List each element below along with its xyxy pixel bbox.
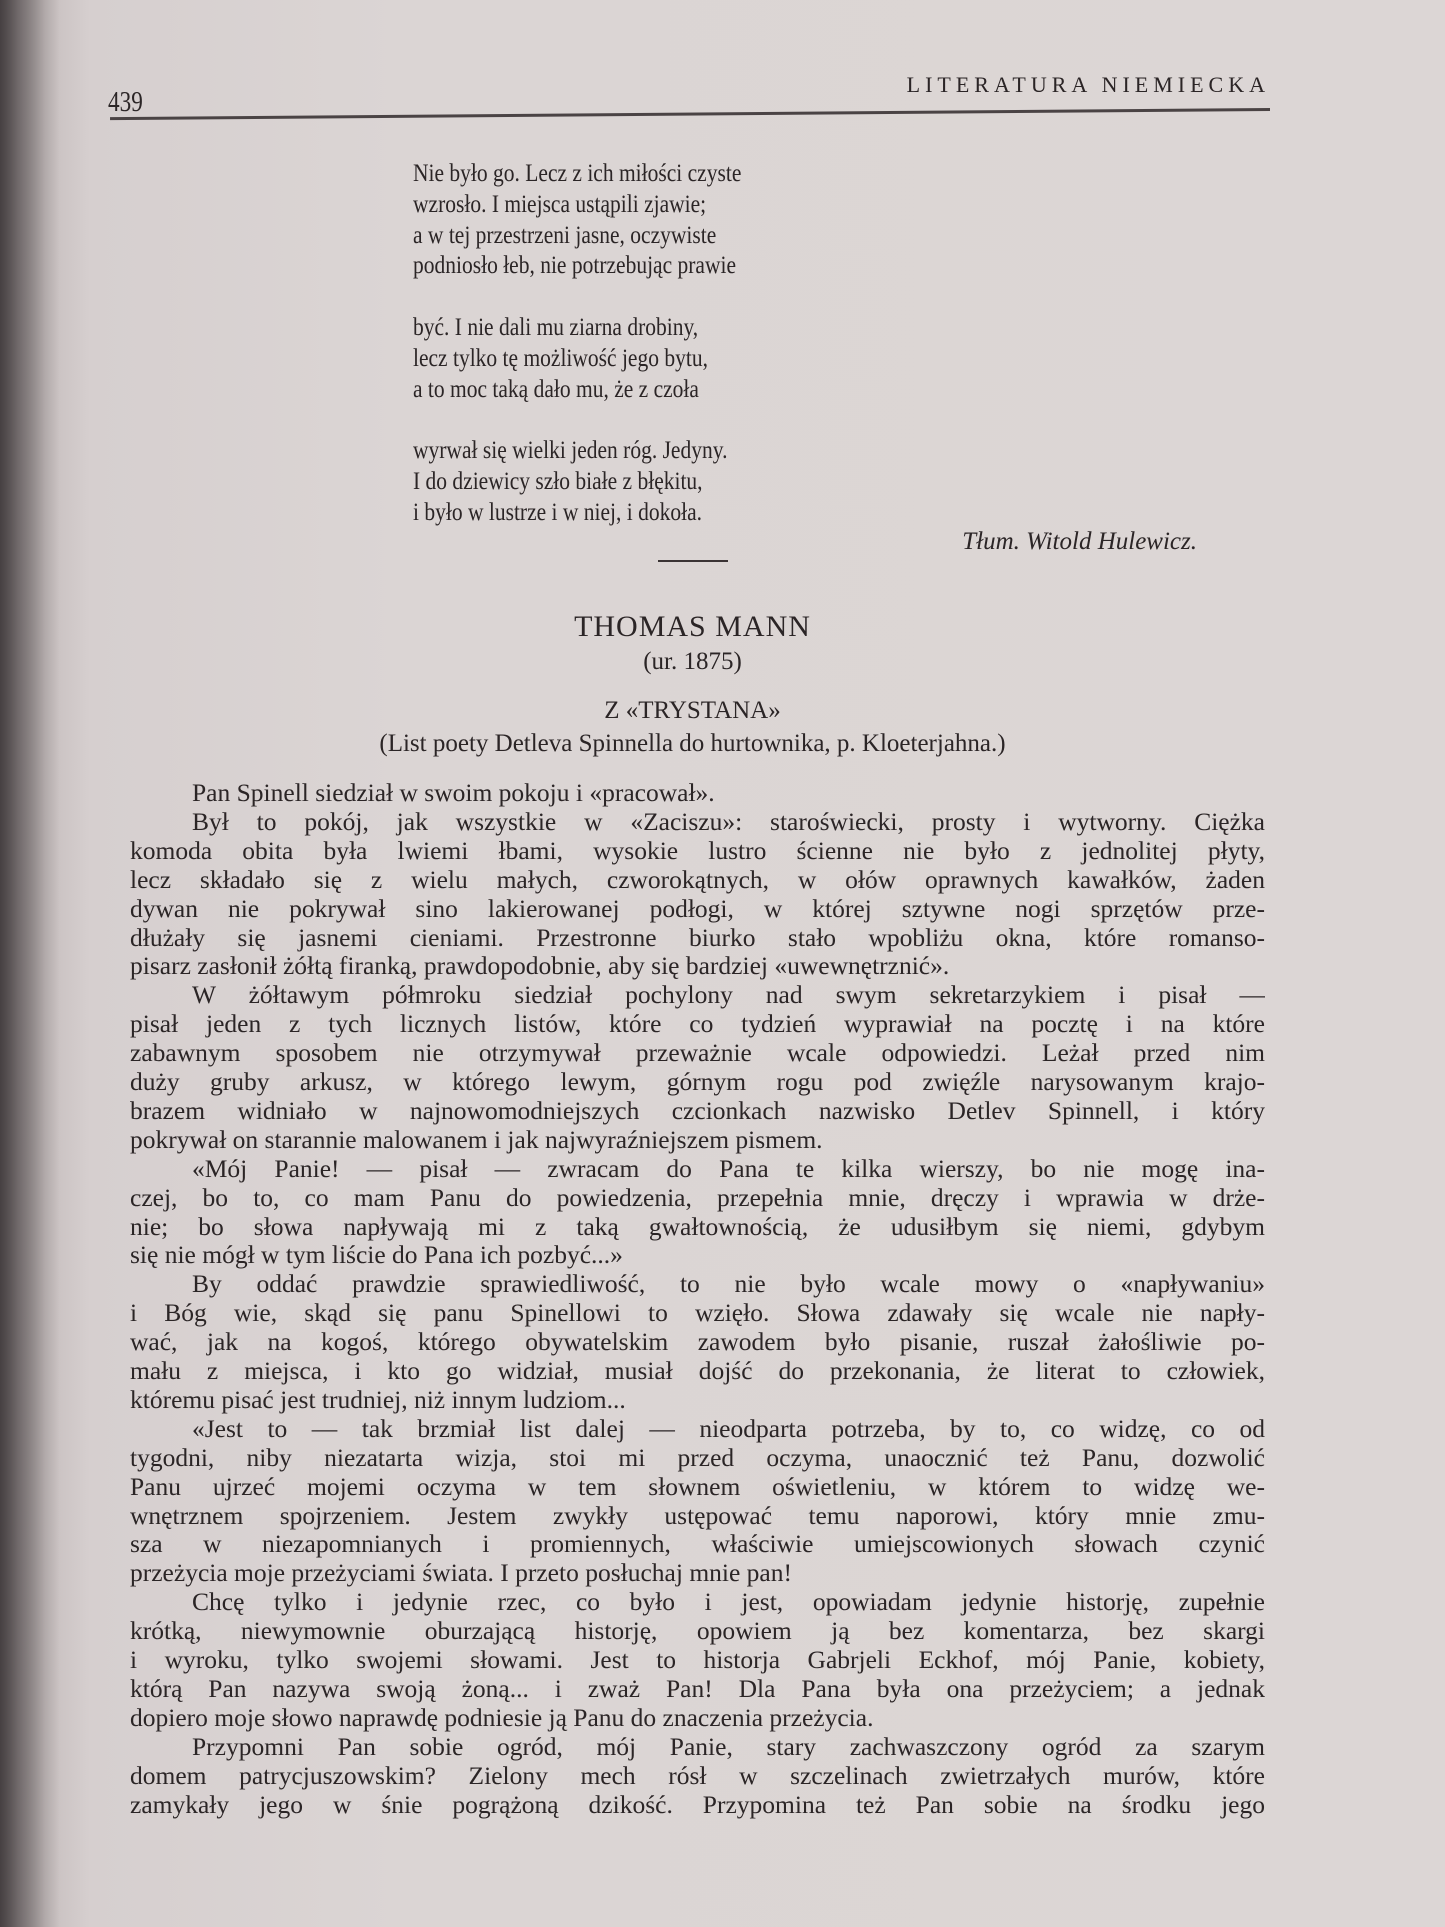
prose-line: tygodni, niby niezatarta wizja, stoi mi przed oczyma, unaocznić też Panu, dozwolić bbox=[130, 1442, 1265, 1472]
prose-line: komoda obita była lwiemi łbami, wysokie lustro ścienne nie było z jednolitej płyty, bbox=[130, 835, 1265, 865]
prose-line: Był to pokój, jak wszystkie w «Zaciszu»: staroświecki, prosty i wytworny. Ciężka bbox=[192, 806, 1265, 836]
header-rule bbox=[110, 108, 1270, 120]
prose-line: zabawnym sposobem nie otrzymywał przeważnie wcale odpowiedzi. Leżał przed nim bbox=[130, 1038, 1265, 1068]
prose-line: domem patrycjuszowskim? Zielony mech rósł w szczelinach zwietrzałych murów, które bbox=[130, 1760, 1265, 1790]
poem-line: i było w lustrze i w niej, i dokoła. bbox=[413, 499, 703, 526]
poem-line: wyrwał się wielki jeden róg. Jedyny. bbox=[413, 437, 728, 464]
work-subtitle: (List poety Detleva Spinnella do hurtownika, p. Kloeterjahna.) bbox=[379, 730, 1006, 757]
prose-line: lecz składało się z wielu małych, czworokątnych, w ołów oprawnych kawałków, żaden bbox=[130, 864, 1265, 894]
prose-line: pisał jeden z tych licznych listów, które co tydzień wyprawiał na pocztę i na które bbox=[130, 1009, 1265, 1039]
prose-line: któremu pisać jest trudniej, niż innym ludziom... bbox=[130, 1384, 626, 1414]
poem-line: Nie było go. Lecz z ich miłości czyste bbox=[413, 160, 742, 187]
prose-line: dywan nie pokrywał sino lakierowanej podłogi, w której sztywne nogi sprzętów prze- bbox=[130, 893, 1265, 923]
prose-line: By oddać prawdzie sprawiedliwość, to nie było wcale mowy o «napływaniu» bbox=[192, 1269, 1265, 1299]
page-number: 439 bbox=[108, 86, 143, 118]
prose-line: przeżycia moje przeżyciami świata. I przeto posłuchaj mnie pan! bbox=[130, 1558, 792, 1588]
section-separator bbox=[658, 560, 728, 562]
translator-credit: Tłum. Witold Hulewicz. bbox=[962, 528, 1197, 555]
poem-line: wzrosło. I miejsca ustąpili zjawie; bbox=[413, 191, 707, 218]
prose-line: mału z miejsca, i kto go widział, musiał dojść do przekonania, że literat to człowiek, bbox=[130, 1356, 1265, 1385]
prose-line: którą Pan nazywa swoją żoną... i zważ Pan! Dla Pana była ona przeżyciem; a jednak bbox=[130, 1673, 1265, 1703]
prose-line: wnętrznem spojrzeniem. Jestem zwykły ustępować temu naporowi, który mnie zmu- bbox=[130, 1500, 1265, 1530]
prose-line: «Mój Panie! — pisał — zwracam do Pana te kilka wierszy, bo nie mogę ina- bbox=[192, 1153, 1265, 1183]
prose-line: sza w niezapomnianych i promiennych, właściwie umiejscowionych słowach czynić bbox=[130, 1529, 1265, 1559]
prose-line: W żółtawym półmroku siedział pochylony nad swym sekretarzykiem i pisał — bbox=[192, 980, 1265, 1010]
poem-line: a to moc taką dało mu, że z czoła bbox=[413, 376, 699, 403]
prose-line: zamykały jego w śnie pogrążoną dzikość. Przypomina też Pan sobie na środku jego bbox=[130, 1789, 1265, 1819]
prose-line: «Jest to — tak brzmiał list dalej — nieodparta potrzeba, by to, co widzę, co od bbox=[192, 1413, 1265, 1443]
prose-line: wać, jak na kogoś, którego obywatelskim zawodem było pisanie, ruszał żałośliwie po- bbox=[130, 1327, 1265, 1357]
prose-line: nie; bo słowa napływają mi z taką gwałtownością, że udusiłbym się niemi, gdybym bbox=[130, 1211, 1265, 1241]
prose-line: krótką, niewymownie oburzającą historję, opowiem ją bez komentarza, bez skargi bbox=[130, 1616, 1265, 1646]
running-head: LITERATURA NIEMIECKA bbox=[906, 72, 1270, 97]
prose-line: czej, bo to, co mam Panu do powiedzenia, przepełnia mnie, dręczy i wprawia w drże- bbox=[130, 1182, 1265, 1212]
prose-line: i Bóg wie, skąd się panu Spinellowi to wzięło. Słowa zdawały się wcale nie napły- bbox=[130, 1298, 1265, 1328]
author-heading: THOMAS MANN bbox=[574, 610, 811, 643]
prose-line: dłużały się jasnemi cieniami. Przestronne biurko stało wpobliżu okna, które romanso- bbox=[130, 922, 1265, 952]
prose-line: brazem widniało w najnowomodniejszych czcionkach nazwisko Detlev Spinnell, i który bbox=[130, 1095, 1265, 1125]
author-birth: (ur. 1875) bbox=[643, 648, 742, 675]
prose-line: Panu ujrzeć mojemi oczyma w tem słownem oświetleniu, w którem to widzę we- bbox=[130, 1471, 1265, 1501]
book-gutter-shadow bbox=[0, 0, 60, 1927]
prose-line: pokrywał on starannie malowanem i jak najwyraźniejszem pismem. bbox=[130, 1124, 823, 1154]
prose-line: Przypomni Pan sobie ogród, mój Panie, stary zachwaszczony ogród za szarym bbox=[192, 1731, 1265, 1761]
poem-line: podniosło łeb, nie potrzebując prawie bbox=[413, 252, 736, 279]
work-title: Z «TRYSTANA» bbox=[604, 697, 781, 724]
prose-line: się nie mógł w tym liście do Pana ich pozbyć...» bbox=[130, 1240, 623, 1270]
prose-line: dopiero moje słowo naprawdę podniesie ją Panu do znaczenia przeżycia. bbox=[130, 1702, 874, 1732]
prose-line: Pan Spinell siedział w swoim pokoju i «pracował». bbox=[192, 778, 715, 807]
prose-line: pisarz zasłonił żółtą firanką, prawdopodobnie, aby się bardziej «uwewnętrznić». bbox=[130, 951, 950, 981]
poem-line: lecz tylko tę możliwość jego bytu, bbox=[413, 345, 708, 372]
prose-line: duży gruby arkusz, w którego lewym, górnym rogu pod zwięźle narysowanym krajo- bbox=[130, 1067, 1265, 1096]
poem-line: a w tej przestrzeni jasne, oczywiste bbox=[413, 222, 717, 249]
prose-line: Chcę tylko i jedynie rzec, co było i jest, opowiadam jedynie historję, zupełnie bbox=[192, 1587, 1265, 1617]
poem-line: I do dziewicy szło białe z błękitu, bbox=[413, 468, 703, 495]
prose-line: i wyroku, tylko swojemi słowami. Jest to historja Gabrjeli Eckhof, mój Panie, kobiety, bbox=[130, 1645, 1265, 1674]
poem-line: być. I nie dali mu ziarna drobiny, bbox=[413, 314, 699, 341]
